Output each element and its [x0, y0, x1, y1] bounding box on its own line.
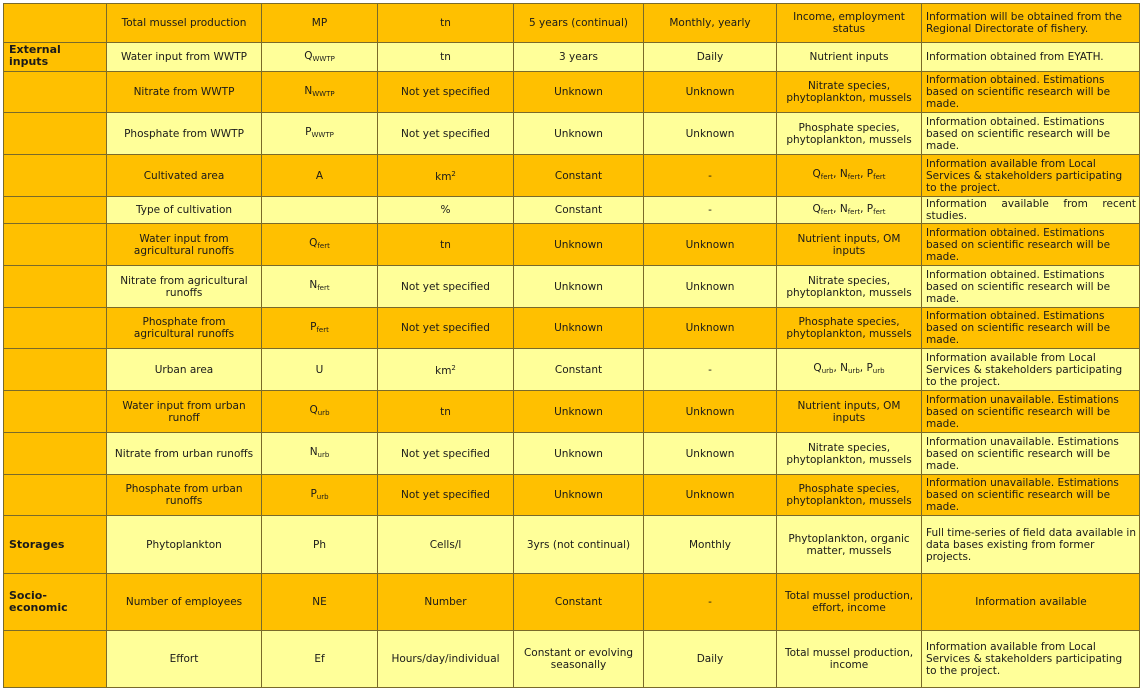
linked-cell: Phosphate species, phytoplankton, mussels [777, 308, 922, 349]
table-row [4, 391, 1140, 433]
table-row [4, 197, 1140, 224]
variable-cell: Phosphate from WWTP [107, 113, 262, 155]
symbol-cell [262, 224, 378, 266]
category-cell [4, 113, 107, 155]
linked-subscript: fert [873, 173, 886, 181]
notes-cell: Information obtained. Estimations based on scientific research will be made. [922, 308, 1140, 349]
symbol-subscript: urb [317, 451, 330, 459]
unit-cell: Not yet specified [378, 113, 514, 155]
category-cell [4, 197, 107, 224]
notes-cell: Information will be obtained from the Regional Directorate of fishery. [922, 4, 1140, 43]
unit-cell [378, 349, 514, 391]
period-cell: Constant [514, 155, 644, 197]
frequency-cell: Unknown [644, 224, 777, 266]
unit-superscript: 2 [451, 170, 456, 178]
frequency-cell: Unknown [644, 475, 777, 516]
linked-symbol: P [866, 202, 874, 215]
symbol-subscript: urb [317, 409, 330, 417]
symbol-main: N [309, 279, 318, 291]
unit-cell: Hours/day/individual [378, 631, 514, 688]
unit-cell: tn [378, 391, 514, 433]
unit-cell: Not yet specified [378, 266, 514, 308]
notes-cell: Information obtained. Estimations based on scientific research will be made. [922, 113, 1140, 155]
category-cell [4, 475, 107, 516]
unit-main: km [435, 171, 452, 183]
symbol-cell [262, 308, 378, 349]
symbol-main: P [305, 126, 312, 138]
linked-symbol: P [866, 168, 874, 180]
linked-symbol: Q [812, 168, 821, 180]
category-cell [4, 391, 107, 433]
table-row [4, 631, 1140, 688]
symbol-cell: Ef [262, 631, 378, 688]
category-cell [4, 631, 107, 688]
notes-cell: Information unavailable. Estimations based on scientific research will be made. [922, 475, 1140, 516]
category-cell [4, 349, 107, 391]
linked-cell: $Q_{urb}$, $N_{urb}$, $P_{urb}$ [777, 349, 922, 391]
symbol-cell: MP [262, 4, 378, 43]
table-row [4, 349, 1140, 391]
frequency-cell: Daily [644, 43, 777, 72]
frequency-cell: Monthly [644, 516, 777, 574]
variable-cell: Cultivated area [107, 155, 262, 197]
notes-cell: Information obtained. Estimations based on scientific research will be made. [922, 266, 1140, 308]
symbol-main: N [304, 84, 313, 97]
linked-subscript: urb [821, 367, 834, 375]
category-cell [4, 433, 107, 475]
frequency-cell: - [644, 349, 777, 391]
symbol-subscript: fert [317, 284, 330, 292]
period-cell: Constant [514, 349, 644, 391]
unit-cell: % [378, 197, 514, 224]
unit-cell: tn [378, 4, 514, 43]
linked-cell: Phytoplankton, organic matter, mussels [777, 516, 922, 574]
period-cell: Unknown [514, 475, 644, 516]
frequency-cell: Daily [644, 631, 777, 688]
unit-cell: Not yet specified [378, 433, 514, 475]
table-row [4, 4, 1140, 43]
variable-cell: Type of cultivation [107, 197, 262, 224]
symbol-subscript: fert [317, 242, 330, 250]
variable-cell: Water input from urban runoff [107, 391, 262, 433]
table-row [4, 266, 1140, 308]
symbol-cell [262, 433, 378, 475]
linked-cell: $Q_{fert}$, $N_{fert}$, $P_{fert}$ [777, 197, 922, 224]
notes-cell: Information available from Local Services & stakeholders participating to the project. [922, 631, 1140, 688]
symbol-cell: A [262, 155, 378, 197]
linked-subscript: fert [820, 173, 834, 181]
linked-cell: Nutrient inputs [777, 43, 922, 72]
notes-cell: Information available from recent studies. [922, 197, 1140, 224]
notes-cell: Information obtained. Estimations based on scientific research will be made. [922, 72, 1140, 113]
linked-cell: Nutrient inputs, OM inputs [777, 224, 922, 266]
variable-cell: Effort [107, 631, 262, 688]
symbol-cell: Ph [262, 516, 378, 574]
notes-cell: Full time-series of field data available in data bases existing from former projects. [922, 516, 1140, 574]
notes-cell: Information unavailable. Estimations based on scientific research will be made. [922, 433, 1140, 475]
variable-cell: Number of employees [107, 574, 262, 631]
symbol-cell [262, 43, 378, 72]
frequency-cell: Unknown [644, 113, 777, 155]
symbol-subscript: WWTP [312, 54, 335, 63]
period-cell: Unknown [514, 113, 644, 155]
category-cell [4, 155, 107, 197]
period-cell: Unknown [514, 308, 644, 349]
symbol-subscript: WWTP [312, 89, 335, 98]
unit-cell: Not yet specified [378, 475, 514, 516]
symbol-cell [262, 72, 378, 113]
variable-cell: Phosphate from urban runoffs [107, 475, 262, 516]
table-row [4, 433, 1140, 475]
notes-cell: Information unavailable. Estimations based on scientific research will be made. [922, 391, 1140, 433]
period-cell: 5 years (continual) [514, 4, 644, 43]
table-row [4, 475, 1140, 516]
category-cell [4, 72, 107, 113]
category-storages: Storages [4, 516, 107, 574]
unit-cell: tn [378, 224, 514, 266]
variable-cell: Phosphate from agricultural runoffs [107, 308, 262, 349]
table-row [4, 308, 1140, 349]
symbol-main: N [309, 446, 318, 458]
variable-cell: Nitrate from agricultural runoffs [107, 266, 262, 308]
notes-cell: Information available from Local Services & stakeholders participating to the project. [922, 155, 1140, 197]
unit-cell: Not yet specified [378, 308, 514, 349]
category-cell [4, 224, 107, 266]
frequency-cell: - [644, 574, 777, 631]
linked-symbol: Q [813, 362, 822, 374]
table-row [4, 43, 1140, 72]
linked-cell: Nutrient inputs, OM inputs [777, 391, 922, 433]
linked-cell: Total mussel production, effort, income [777, 574, 922, 631]
data-table [3, 3, 1140, 688]
symbol-cell: NE [262, 574, 378, 631]
unit-cell: Cells/l [378, 516, 514, 574]
unit-cell: tn [378, 43, 514, 72]
period-cell: Constant [514, 574, 644, 631]
category-cell [4, 308, 107, 349]
symbol-cell [262, 266, 378, 308]
linked-subscript: fert [847, 207, 861, 216]
unit-cell [378, 155, 514, 197]
linked-subscript: urb [848, 367, 860, 375]
symbol-cell [262, 475, 378, 516]
variable-cell: Urban area [107, 349, 262, 391]
table-row [4, 155, 1140, 197]
notes-cell: Information available [922, 574, 1140, 631]
linked-symbol: N [839, 168, 848, 180]
variable-cell: Phytoplankton [107, 516, 262, 574]
table-row [4, 516, 1140, 574]
period-cell: Unknown [514, 72, 644, 113]
symbol-subscript: urb [316, 492, 329, 501]
period-cell: 3yrs (not continual) [514, 516, 644, 574]
variable-cell: Nitrate from urban runoffs [107, 433, 262, 475]
variable-cell: Nitrate from WWTP [107, 72, 262, 113]
unit-superscript: 2 [451, 364, 456, 372]
table-row [4, 113, 1140, 155]
frequency-cell: - [644, 155, 777, 197]
period-cell: Constant or evolving seasonally [514, 631, 644, 688]
linked-symbol: N [839, 202, 848, 215]
frequency-cell: - [644, 197, 777, 224]
linked-symbol: N [840, 362, 848, 374]
period-cell: Unknown [514, 391, 644, 433]
linked-subscript: fert [820, 207, 834, 216]
symbol-subscript: fert [316, 325, 329, 334]
linked-cell: Phosphate species, phytoplankton, mussels [777, 113, 922, 155]
linked-cell: Income, employment status [777, 4, 922, 43]
unit-cell: Not yet specified [378, 72, 514, 113]
period-cell: 3 years [514, 43, 644, 72]
unit-main: km [435, 365, 452, 377]
linked-cell: $Q_{fert}$, $N_{fert}$, $P_{fert}$ [777, 155, 922, 197]
symbol-subscript: WWTP [311, 131, 334, 139]
notes-cell: Information available from Local Services & stakeholders participating to the project. [922, 349, 1140, 391]
symbol-cell [262, 197, 378, 224]
symbol-main: Q [309, 404, 318, 416]
table-row [4, 574, 1140, 631]
linked-subscript: fert [873, 207, 886, 216]
frequency-cell: Unknown [644, 433, 777, 475]
notes-cell: Information obtained from EYATH. [922, 43, 1140, 72]
symbol-cell [262, 391, 378, 433]
variable-cell: Water input from agricultural runoffs [107, 224, 262, 266]
symbol-cell [262, 113, 378, 155]
symbol-main: P [310, 320, 317, 333]
category-cell [4, 4, 107, 43]
symbol-cell: U [262, 349, 378, 391]
frequency-cell: Monthly, yearly [644, 4, 777, 43]
category-cell [4, 266, 107, 308]
frequency-cell: Unknown [644, 391, 777, 433]
table-row [4, 72, 1140, 113]
variable-cell: Water input from WWTP [107, 43, 262, 72]
variable-cell: Total mussel production [107, 4, 262, 43]
linked-cell: Nitrate species, phytoplankton, mussels [777, 72, 922, 113]
linked-symbol: P [866, 362, 873, 374]
table-row [4, 224, 1140, 266]
linked-symbol: Q [812, 202, 821, 215]
symbol-main: P [310, 487, 317, 500]
symbol-main: Q [304, 49, 313, 62]
unit-cell: Number [378, 574, 514, 631]
category-external-inputs: External inputs [4, 43, 107, 72]
frequency-cell: Unknown [644, 308, 777, 349]
linked-cell: Phosphate species, phytoplankton, mussels [777, 475, 922, 516]
period-cell: Unknown [514, 433, 644, 475]
frequency-cell: Unknown [644, 72, 777, 113]
linked-cell: Nitrate species, phytoplankton, mussels [777, 433, 922, 475]
frequency-cell: Unknown [644, 266, 777, 308]
period-cell: Unknown [514, 224, 644, 266]
period-cell: Constant [514, 197, 644, 224]
period-cell: Unknown [514, 266, 644, 308]
linked-subscript: urb [872, 367, 885, 375]
symbol-main: Q [309, 237, 318, 249]
notes-cell: Information obtained. Estimations based on scientific research will be made. [922, 224, 1140, 266]
linked-cell: Total mussel production, income [777, 631, 922, 688]
category-socio-economic: Socio- economic [4, 574, 107, 631]
linked-cell: Nitrate species, phytoplankton, mussels [777, 266, 922, 308]
linked-subscript: fert [847, 173, 861, 181]
